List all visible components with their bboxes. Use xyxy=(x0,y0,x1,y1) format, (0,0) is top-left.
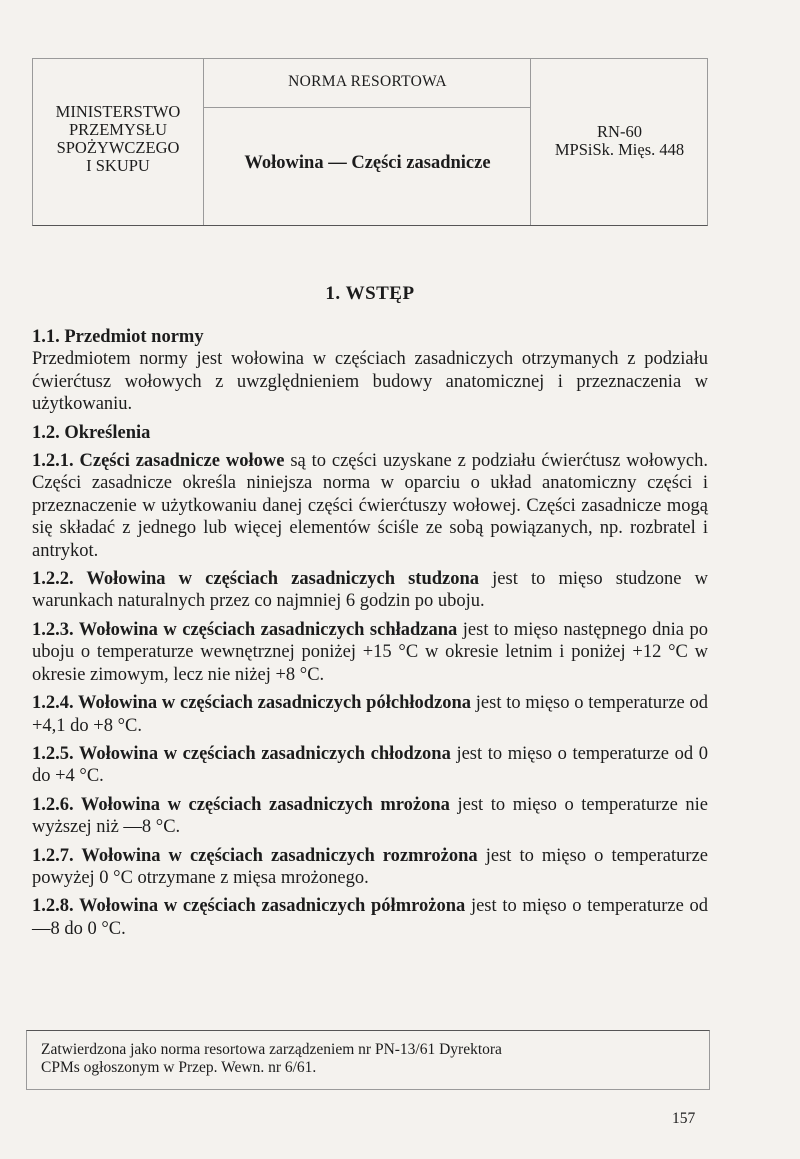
paragraph-text: jest to mięso następnego dnia po uboju o temperaturze wewnętrznej poniżej +15 °C w okresie letnim i poniżej +12 °C w okresie zimowym, lecz nie niżej +8 °C. xyxy=(32,619,708,685)
norm-code xyxy=(530,123,709,159)
paragraph-text: jest to mięso o temperaturze od 0 do +4 °C. xyxy=(32,743,708,787)
paragraph-heading: 1.2.2. Wołowina w częściach zasadniczych studzona xyxy=(32,569,480,590)
approval-note-line: Zatwierdzona jako norma resortowa zarządzeniem nr PN-13/61 Dyrektora xyxy=(41,1041,502,1058)
paragraph xyxy=(32,568,708,613)
header-row-divider xyxy=(203,107,530,108)
paragraph xyxy=(32,422,708,444)
paragraph xyxy=(32,743,708,788)
paragraph-heading: 1.2.3. Wołowina w częściach zasadniczych schładzana xyxy=(32,619,458,640)
paragraph xyxy=(32,692,708,737)
header-column-divider xyxy=(203,59,204,225)
section-body xyxy=(32,326,708,946)
paragraph-text: jest to mięso o temperaturze od +4,1 do +8 °C. xyxy=(32,693,708,736)
paragraph xyxy=(32,895,708,940)
paragraph xyxy=(32,794,708,839)
paragraph-heading: 1.2. Określenia xyxy=(32,422,151,443)
approval-note xyxy=(26,1030,710,1090)
paragraph xyxy=(32,348,708,415)
paragraph-text: jest to mięso studzone w warunkach naturalnych przez co najmniej 6 godzin po uboju. xyxy=(32,569,708,612)
paragraph-text: jest to mięso o temperaturze nie wyższej niż —8 °C. xyxy=(32,794,708,838)
paragraph-heading: 1.2.7. Wołowina w częściach zasadniczych rozmrożona xyxy=(32,845,478,866)
paragraph xyxy=(32,845,708,890)
paragraph-text: Przedmiotem normy jest wołowina w częściach zasadniczych otrzymanych z podziału ćwierćtusz wołowych z uwzględnieniem budowy anatomicznej i przeznaczenia w użytkowaniu. xyxy=(32,349,708,415)
paragraph xyxy=(32,450,708,562)
paragraph-heading: 1.2.4. Wołowina w częściach zasadniczych półchłodzona xyxy=(32,693,472,714)
paragraph xyxy=(32,326,708,348)
paragraph-text: jest to mięso o temperaturze od —8 do 0 °C. xyxy=(32,896,708,939)
paragraph-heading: 1.2.5. Wołowina w częściach zasadniczych chłodzona xyxy=(32,743,451,764)
paragraph-text: są to części uzyskane z podziału ćwierćtusz wołowych. Części zasadnicze określa niniejsza norma w oparciu o układ anatomiczny części i przeznaczenie w użytkowaniu danej części ćwierćtuszy wołowej. Części zasadnicze mogą się składać z jednego lub więcej elementów ściśle ze sobą powiązanych, np. rozbratel i antrykot. xyxy=(32,451,708,561)
paragraph-text: jest to mięso o temperaturze powyżej 0 °C otrzymane z mięsa mrożonego. xyxy=(32,845,708,888)
paragraph xyxy=(32,619,708,686)
norm-header-table xyxy=(32,58,708,226)
paragraph-heading: 1.1. Przedmiot normy xyxy=(32,327,204,347)
page-number: 157 xyxy=(672,1110,696,1127)
norm-code-line: RN-60 xyxy=(597,122,642,141)
norm-type: NORMA RESORTOWA xyxy=(288,73,447,90)
paragraph-heading: 1.2.1. Części zasadnicze wołowe xyxy=(32,451,285,472)
approval-note-line: CPMs ogłoszonym w Przep. Wewn. nr 6/61. xyxy=(41,1059,317,1076)
norm-code-line: MPSiSk. Mięs. 448 xyxy=(554,140,685,159)
paragraph-heading: 1.2.6. Wołowina w częściach zasadniczych mrożona xyxy=(32,794,450,815)
norm-title: Wołowina — Części zasadnicze xyxy=(244,153,491,173)
section-heading: 1. WSTĘP xyxy=(325,283,415,304)
ministry-name: MINISTERSTWO PRZEMYSŁU SPOŻYWCZEGO I SKUPU xyxy=(55,102,181,175)
paragraph-heading: 1.2.8. Wołowina w częściach zasadniczych półmrożona xyxy=(32,896,466,917)
